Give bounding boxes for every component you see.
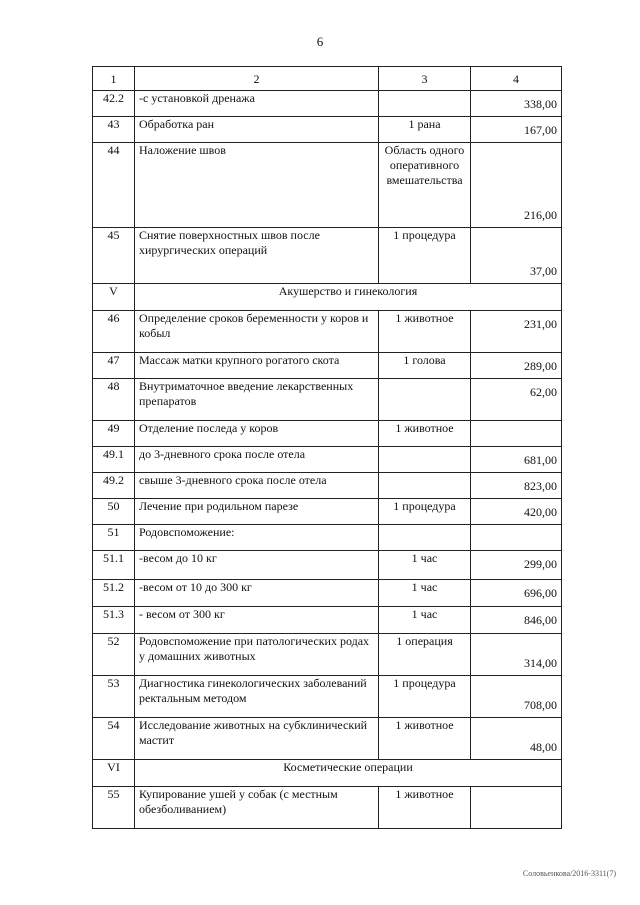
price-cell: 420,00 [471, 499, 562, 525]
unit-cell: 1 процедура [379, 676, 471, 718]
service-name: -весом от 10 до 300 кг [135, 580, 379, 607]
table-header-row [93, 67, 562, 91]
table-row [93, 421, 562, 447]
unit-cell [379, 91, 471, 117]
table-row [93, 551, 562, 580]
row-number: 51 [93, 525, 135, 551]
page-number: 6 [316, 34, 324, 49]
table-row [93, 607, 562, 634]
unit-cell: 1 животное [379, 421, 471, 447]
table-row [93, 634, 562, 676]
price-cell: 289,00 [471, 353, 562, 379]
row-number: 51.2 [93, 580, 135, 607]
price-cell: 823,00 [471, 473, 562, 499]
section-number: V [93, 284, 135, 311]
unit-cell: Область одного оперативного вмешательства [379, 143, 471, 228]
section-row [93, 760, 562, 787]
section-title: Акушерство и гинекология [135, 284, 562, 311]
table-row [93, 676, 562, 718]
service-name: до 3-дневного срока после отела [135, 447, 379, 473]
service-name: Массаж матки крупного рогатого скота [135, 353, 379, 379]
service-name: Лечение при родильном парезе [135, 499, 379, 525]
section-number: VI [93, 760, 135, 787]
service-name: Купирование ушей у собак (с местным обезболиванием) [135, 787, 379, 829]
table-row [93, 473, 562, 499]
table-row [93, 580, 562, 607]
row-number: 43 [93, 117, 135, 143]
unit-cell: 1 процедура [379, 499, 471, 525]
header-cell: 3 [379, 67, 471, 91]
table-row [93, 447, 562, 473]
price-cell: 62,00 [471, 379, 562, 421]
unit-cell [379, 379, 471, 421]
unit-cell: 1 час [379, 607, 471, 634]
service-name: Родовспоможение при патологических родах у домашних животных [135, 634, 379, 676]
service-name: Наложение швов [135, 143, 379, 228]
table-row [93, 499, 562, 525]
price-table [92, 66, 562, 829]
unit-cell [379, 525, 471, 551]
service-name: Отделение последа у коров [135, 421, 379, 447]
section-row [93, 284, 562, 311]
price-cell: 167,00 [471, 117, 562, 143]
row-number: 48 [93, 379, 135, 421]
table-row [93, 117, 562, 143]
unit-cell [379, 447, 471, 473]
service-name: Исследование животных на субклинический мастит [135, 718, 379, 760]
row-number: 44 [93, 143, 135, 228]
row-number: 51.3 [93, 607, 135, 634]
table-row [93, 143, 562, 228]
row-number: 45 [93, 228, 135, 284]
price-cell: 708,00 [471, 676, 562, 718]
price-cell [471, 421, 562, 447]
table-row [93, 91, 562, 117]
header-cell: 2 [135, 67, 379, 91]
row-number: 42.2 [93, 91, 135, 117]
unit-cell: 1 голова [379, 353, 471, 379]
row-number: 49.1 [93, 447, 135, 473]
service-name: Определение сроков беременности у коров и кобыл [135, 311, 379, 353]
price-cell: 846,00 [471, 607, 562, 634]
service-name: -с установкой дренажа [135, 91, 379, 117]
row-number: 47 [93, 353, 135, 379]
header-cell: 4 [471, 67, 562, 91]
price-cell: 37,00 [471, 228, 562, 284]
row-number: 51.1 [93, 551, 135, 580]
price-cell: 216,00 [471, 143, 562, 228]
price-cell: 299,00 [471, 551, 562, 580]
price-cell: 696,00 [471, 580, 562, 607]
service-name: свыше 3-дневного срока после отела [135, 473, 379, 499]
price-cell: 338,00 [471, 91, 562, 117]
price-cell [471, 525, 562, 551]
unit-cell: 1 операция [379, 634, 471, 676]
unit-cell: 1 животное [379, 718, 471, 760]
price-cell: 314,00 [471, 634, 562, 676]
row-number: 50 [93, 499, 135, 525]
unit-cell: 1 час [379, 580, 471, 607]
row-number: 52 [93, 634, 135, 676]
price-cell: 231,00 [471, 311, 562, 353]
unit-cell: 1 час [379, 551, 471, 580]
price-cell: 681,00 [471, 447, 562, 473]
row-number: 55 [93, 787, 135, 829]
table-row [93, 311, 562, 353]
footer-note: Соловьенкова/2016-3311(7) [522, 869, 616, 878]
service-name: Обработка ран [135, 117, 379, 143]
table-row [93, 525, 562, 551]
unit-cell: 1 животное [379, 311, 471, 353]
unit-cell [379, 473, 471, 499]
section-title: Косметические операции [135, 760, 562, 787]
row-number: 53 [93, 676, 135, 718]
service-name: -весом до 10 кг [135, 551, 379, 580]
table-row [93, 228, 562, 284]
unit-cell: 1 животное [379, 787, 471, 829]
table-row [93, 718, 562, 760]
table-row [93, 379, 562, 421]
table-row [93, 353, 562, 379]
price-cell: 48,00 [471, 718, 562, 760]
row-number: 54 [93, 718, 135, 760]
header-cell: 1 [93, 67, 135, 91]
service-name: Снятие поверхностных швов после хирургических операций [135, 228, 379, 284]
row-number: 49.2 [93, 473, 135, 499]
unit-cell: 1 рана [379, 117, 471, 143]
service-name: Родовспоможение: [135, 525, 379, 551]
service-name: - весом от 300 кг [135, 607, 379, 634]
unit-cell: 1 процедура [379, 228, 471, 284]
row-number: 49 [93, 421, 135, 447]
row-number: 46 [93, 311, 135, 353]
service-name: Диагностика гинекологических заболеваний ректальным методом [135, 676, 379, 718]
service-name: Внутриматочное введение лекарственных препаратов [135, 379, 379, 421]
table-row [93, 787, 562, 829]
price-cell [471, 787, 562, 829]
